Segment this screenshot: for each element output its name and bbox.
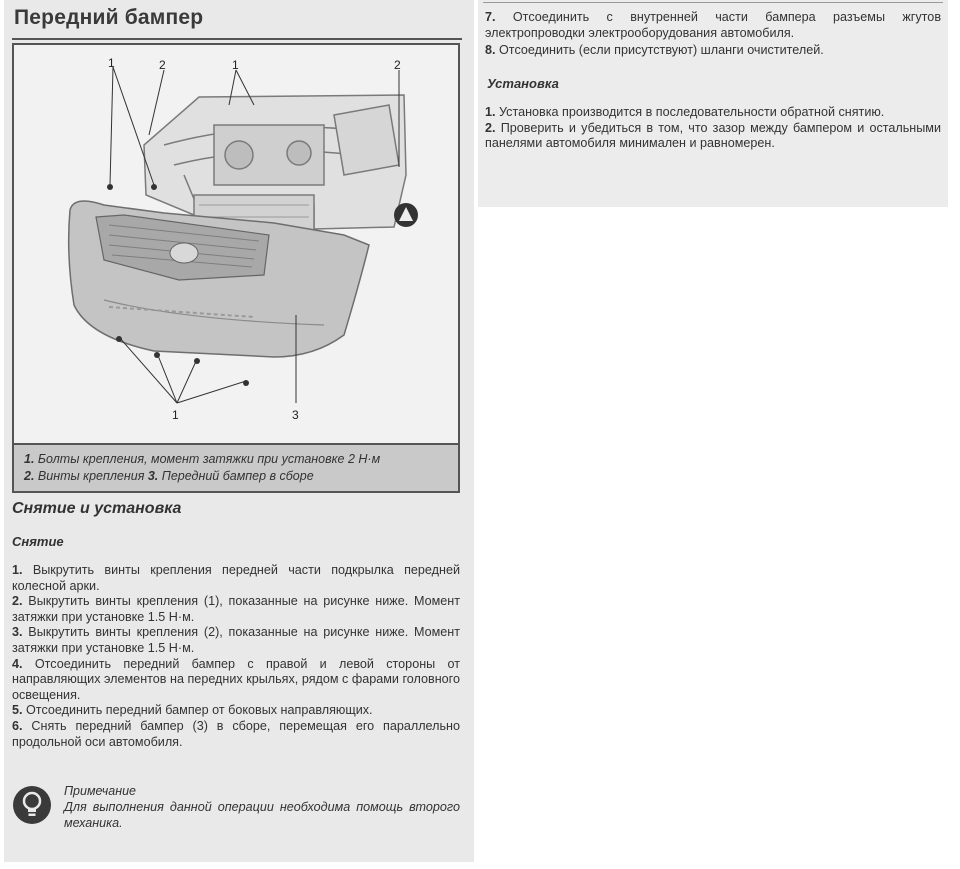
note-text: Для выполнения данной операции необходима помощь второго механика.	[64, 800, 460, 830]
removal-step-5: 5. Отсоединить передний бампер от боковых направляющих.	[12, 703, 373, 718]
removal-step-8: 8. Отсоединить (если присутствуют) шланги очистителей.	[485, 43, 824, 58]
callout-2-top-left: 2	[159, 58, 166, 72]
section-heading: Снятие и установка	[12, 500, 182, 517]
installation-step-2: 2. Проверить и убедиться в том, что зазор между бампером и остальными панелями автомобиля минимален и равномерен.	[485, 120, 941, 151]
callout-2-top-right: 2	[394, 58, 401, 72]
callout-1-bottom: 1	[172, 408, 179, 422]
removal-steps-continued	[485, 10, 941, 59]
caption-line-1: 1. Болты крепления, момент затяжки при установке 2 Н·м	[24, 452, 381, 466]
lightbulb-icon	[12, 785, 52, 825]
top-rule	[483, 2, 943, 3]
page-title: Передний бампер	[14, 6, 204, 29]
bumper-illustration	[14, 45, 458, 445]
installation-steps	[485, 105, 941, 152]
caption-line-2: 2. Винты крепления 3. Передний бампер в сборе	[24, 469, 314, 483]
callout-1-top-left: 1	[108, 56, 115, 70]
note-title: Примечание	[64, 784, 136, 798]
removal-heading: Снятие	[12, 534, 64, 549]
title-rule	[12, 38, 462, 40]
removal-step-6: 6. Снять передний бампер (3) в сборе, перемещая его параллельно продольной оси автомобиля.	[12, 718, 460, 749]
removal-step-4: 4. Отсоединить передний бампер с правой и левой стороны от направляющих элементов на передних крыльях, рядом с фарами головного освещения.	[12, 656, 460, 702]
removal-step-3: 3. Выкрутить винты крепления (2), показанные на рисунке ниже. Момент затяжки при установке 1.5 Н·м.	[12, 625, 460, 655]
bumper-figure	[12, 43, 460, 493]
removal-step-2: 2. Выкрутить винты крепления (1), показанные на рисунке ниже. Момент затяжки при установке 1.5 Н·м.	[12, 594, 460, 624]
callout-3-bottom: 3	[292, 408, 299, 422]
installation-step-1: 1. Установка производится в последовательности обратной снятию.	[485, 105, 885, 119]
figure-caption	[14, 443, 458, 491]
removal-steps	[12, 563, 460, 750]
warning-triangle-icon	[394, 203, 418, 227]
removal-step-7: 7. Отсоединить с внутренней части бампера разъемы жгутов электропроводки электрооборудования автомобиля.	[485, 10, 942, 40]
callout-1-top-center: 1	[232, 58, 239, 72]
installation-heading: Установка	[487, 76, 559, 91]
removal-step-1: 1. Выкрутить винты крепления передней части подкрылка передней колесной арки.	[12, 563, 460, 593]
